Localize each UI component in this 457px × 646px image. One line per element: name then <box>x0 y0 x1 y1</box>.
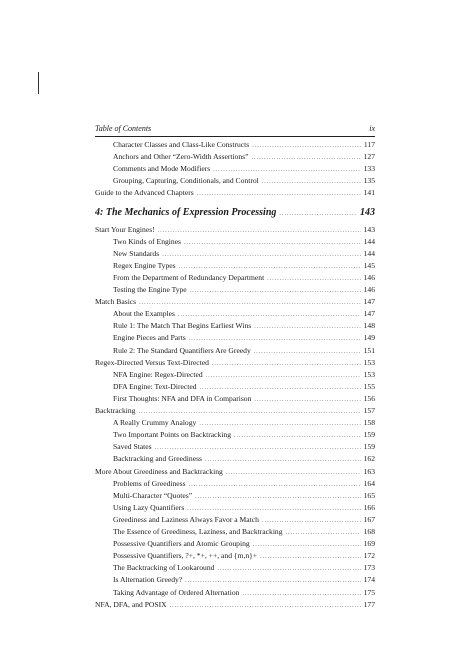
toc-entry-page: 157 <box>363 406 375 415</box>
toc-entry <box>95 309 375 319</box>
toc-entry <box>95 358 375 368</box>
toc-entry <box>95 491 375 501</box>
toc-leader-dots <box>187 504 360 514</box>
toc-entry-page: 143 <box>363 224 375 234</box>
toc-leader-dots <box>197 189 361 199</box>
toc-leader-dots <box>206 371 361 381</box>
toc-entry-title: A Really Crummy Analogy <box>113 418 197 428</box>
toc-entry-title: Comments and Mode Modifiers <box>113 164 211 174</box>
toc-leader-dots <box>254 395 360 405</box>
toc-chapter-title: 4: The Mechanics of Expression Processing <box>95 206 277 218</box>
toc-entry-title: Backtracking <box>95 406 136 415</box>
toc-entry <box>95 285 375 295</box>
toc-entry-page: 159 <box>363 442 375 452</box>
toc-entry-title: NFA Engine: Regex-Directed <box>113 369 203 379</box>
toc-entry <box>95 225 375 235</box>
toc-entry-title: Anchors and Other “Zero-Width Assertions” <box>113 152 249 162</box>
toc-leader-dots <box>162 250 360 260</box>
toc-entry-page: 159 <box>363 430 375 440</box>
toc-entry-page: 158 <box>363 418 375 428</box>
toc-entry-title: First Thoughts: NFA and DFA in Comparison <box>113 393 252 403</box>
toc-entry-page: 135 <box>363 176 375 186</box>
toc-entry-page: 148 <box>363 321 375 331</box>
toc-entry-page: 141 <box>363 188 375 198</box>
toc-entry <box>95 273 375 283</box>
toc-entry-page: 151 <box>363 345 375 355</box>
toc-entry-page: 175 <box>363 587 375 597</box>
toc-leader-dots <box>178 310 361 320</box>
toc-leader-dots <box>262 177 361 187</box>
toc-entry-title: Engine Pieces and Parts <box>113 333 186 343</box>
toc-entry <box>95 394 375 404</box>
toc-entry <box>95 515 375 525</box>
toc-entry-page: 147 <box>363 297 375 307</box>
toc-entry-page: 153 <box>363 357 375 367</box>
toc-entry <box>95 588 375 598</box>
toc-leader-dots <box>217 564 360 574</box>
toc-entry <box>95 600 375 610</box>
toc-leader-dots <box>205 455 361 465</box>
toc-entry-page: 167 <box>363 514 375 524</box>
toc-entry-title: Is Alternation Greedy? <box>113 575 183 585</box>
toc-entry <box>95 176 375 186</box>
header-rule <box>95 136 375 137</box>
toc-entry-title: Match Basics <box>95 297 137 307</box>
toc-leader-dots <box>286 528 361 538</box>
toc-entry-title: Two Important Points on Backtracking <box>113 430 231 440</box>
toc-leader-dots <box>252 141 361 151</box>
toc-entry-title: New Standards <box>113 248 160 258</box>
toc-entry-page: 149 <box>363 333 375 343</box>
toc-entry-title: Guide to the Advanced Chapters <box>95 188 194 198</box>
toc-entry <box>95 454 375 464</box>
toc-chapter <box>95 207 375 221</box>
toc-entry-title: NFA, DFA, and POSIX <box>95 599 167 609</box>
toc-leader-dots <box>138 407 360 417</box>
toc-entry-title: Saved States <box>113 442 152 452</box>
toc-entry-page: 156 <box>363 393 375 403</box>
toc-entry-page: 172 <box>363 551 375 561</box>
toc-entry-page: 145 <box>363 260 375 270</box>
toc-leader-dots <box>260 552 361 562</box>
toc-entry <box>95 406 375 416</box>
toc-leader-dots <box>252 153 361 163</box>
toc-entry <box>95 346 375 356</box>
toc-entry-page: 155 <box>363 381 375 391</box>
toc-entry-page: 144 <box>363 236 375 246</box>
toc-entry-title: Rule 1: The Match That Begins Earliest Wins <box>113 321 252 331</box>
toc-entry-page: 162 <box>363 454 375 464</box>
toc-entry <box>95 527 375 537</box>
toc-leader-dots <box>267 274 360 284</box>
toc-leader-dots <box>190 286 361 296</box>
toc-entry <box>95 430 375 440</box>
toc-leader-dots <box>158 226 361 236</box>
running-header <box>95 124 375 136</box>
toc-leader-dots <box>170 601 361 611</box>
toc-entry <box>95 442 375 452</box>
toc-entry-title: Problems of Greediness <box>113 478 186 488</box>
toc-entry-page: 168 <box>363 527 375 536</box>
toc-entry-title: Grouping, Capturing, Conditionals, and Control <box>113 176 259 186</box>
toc-leader-dots <box>262 516 361 526</box>
toc-leader-dots <box>242 589 360 599</box>
toc-entry-page: 117 <box>363 140 375 149</box>
toc-entry-title: The Backtracking of Lookaround <box>113 563 215 573</box>
toc-entry-page: 164 <box>363 478 375 488</box>
toc-leader-dots <box>254 322 360 332</box>
toc-entry <box>95 164 375 174</box>
toc-entry-page: 146 <box>363 272 375 282</box>
toc-entry <box>95 382 375 392</box>
toc-entry-title: Taking Advantage of Ordered Alternation <box>113 587 240 597</box>
toc-entry-page: 169 <box>363 539 375 549</box>
toc-leader-dots <box>189 334 361 344</box>
toc-entry <box>95 152 375 162</box>
toc-leader-dots <box>226 468 361 478</box>
toc-entry-page: 177 <box>363 599 375 609</box>
toc-entry-page: 147 <box>363 309 375 319</box>
toc-entry <box>95 479 375 489</box>
toc-leader-dots <box>155 443 361 453</box>
toc-entry <box>95 297 375 307</box>
toc-leader-dots <box>139 298 360 308</box>
toc-entry <box>95 321 375 331</box>
toc-entry <box>95 188 375 198</box>
toc-leader-dots <box>185 576 360 586</box>
toc-entry-page: 146 <box>363 285 375 294</box>
toc-entry <box>95 551 375 561</box>
toc-entry-title: Start Your Engines! <box>95 224 155 234</box>
toc-leader-dots <box>199 419 360 429</box>
toc-entry-title: More About Greediness and Backtracking <box>95 466 223 476</box>
toc-entry <box>95 575 375 585</box>
toc-entry-page: 127 <box>363 152 375 162</box>
toc-leader-dots <box>234 431 361 441</box>
toc-entry-title: Greediness and Laziness Always Favor a Match <box>113 514 259 524</box>
page-number: ix <box>369 124 375 133</box>
toc-leader-dots <box>189 480 361 490</box>
toc-entry-title: Multi-Character “Quotes” <box>113 490 193 500</box>
toc-entry-title: Testing the Engine Type <box>113 285 187 294</box>
toc-entry <box>95 539 375 549</box>
toc-entry-title: The Essence of Greediness, Laziness, and Backtracking <box>113 527 283 536</box>
toc-leader-dots <box>200 383 361 393</box>
toc-entry <box>95 370 375 380</box>
toc-entry-title: Regex Engine Types <box>113 260 176 270</box>
toc-entry-page: 144 <box>363 248 375 258</box>
toc-leader-dots <box>184 238 361 248</box>
toc-entry <box>95 261 375 271</box>
toc-entry <box>95 333 375 343</box>
toc-entry-title: Using Lazy Quantifiers <box>113 502 185 512</box>
toc-entry-title: Character Classes and Class-Like Constructs <box>113 140 250 149</box>
toc-entry-title: From the Department of Redundancy Department <box>113 272 265 282</box>
toc-entry-page: 153 <box>363 369 375 379</box>
toc-leader-dots <box>195 492 361 502</box>
toc-entry-page: 165 <box>363 490 375 500</box>
running-header-title: Table of Contents <box>95 124 152 133</box>
toc-leader-dots <box>253 540 361 550</box>
toc-entry-title: Possessive Quantifiers and Atomic Grouping <box>113 539 250 549</box>
toc-leader-dots <box>179 262 361 272</box>
toc-entry <box>95 467 375 477</box>
toc-entry-page: 174 <box>363 575 375 585</box>
toc-entry-page: 173 <box>363 563 375 573</box>
toc-entry-title: DFA Engine: Text-Directed <box>113 381 197 391</box>
toc-entry-title: Possessive Quantifiers, ?+, *+, ++, and {m,n}+ <box>113 551 258 561</box>
toc-leader-dots <box>212 359 361 369</box>
toc-leader-dots <box>213 165 360 175</box>
toc-entry-title: About the Examples <box>113 309 176 319</box>
toc-leader-dots <box>279 211 357 217</box>
toc-entry-page: 166 <box>363 502 375 512</box>
toc-leader-dots <box>254 347 361 357</box>
toc-entry <box>95 418 375 428</box>
toc-chapter-page: 143 <box>360 206 375 218</box>
toc-entry-title: Rule 2: The Standard Quantifiers Are Greedy <box>113 345 251 355</box>
toc-entry-title: Regex-Directed Versus Text-Directed <box>95 357 209 367</box>
crop-mark <box>38 72 39 94</box>
toc-entry-page: 133 <box>363 164 375 174</box>
toc-entry-title: Two Kinds of Engines <box>113 236 182 246</box>
toc-entry <box>95 140 375 150</box>
toc-entry <box>95 503 375 513</box>
toc-entry <box>95 237 375 247</box>
toc-entry <box>95 563 375 573</box>
toc-entry-page: 163 <box>363 466 375 476</box>
toc-entry-title: Backtracking and Greediness <box>113 454 202 464</box>
toc-entry <box>95 249 375 259</box>
